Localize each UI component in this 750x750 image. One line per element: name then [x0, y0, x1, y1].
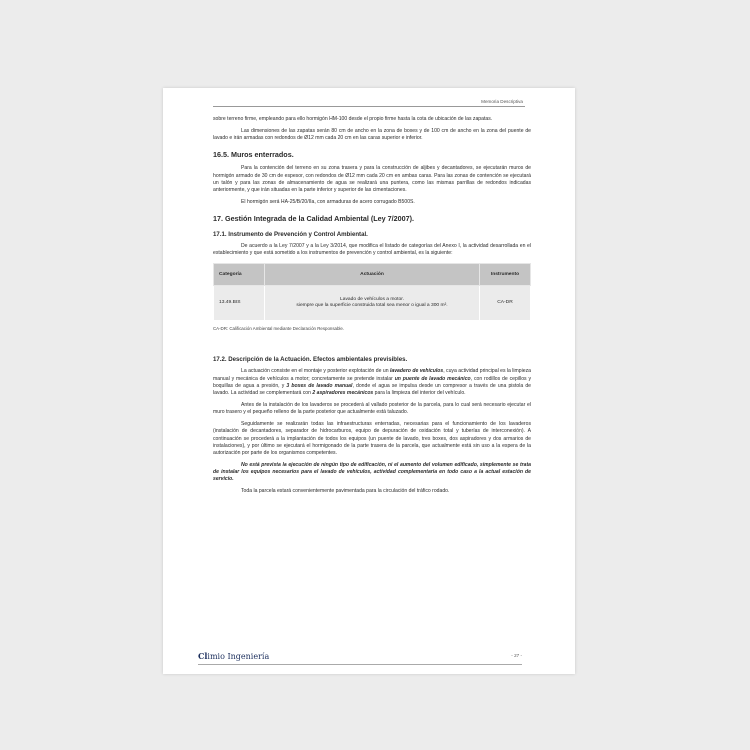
table-note: CA-DR: Calificación Ambiental mediante Declaración Responsable. [213, 326, 345, 332]
section-heading-17-1: 17.1. Instrumento de Prevención y Control Ambiental. [213, 231, 368, 239]
header-rule [213, 106, 525, 107]
section-heading-17: 17. Gestión Integrada de la Calidad Ambiental (Ley 7/2007). [213, 214, 415, 224]
text-run: , con rodillos de cepillos y boquillas de agua a presión, y [213, 375, 531, 389]
paragraph: De acuerdo a la Ley 7/2007 y a la Ley 3/2014, que modifica el listado de categorías del Anexo I, la actividad desarrollada en el establecimiento y que está sometido a los instrumentos de prevención y control ambiental, es la siguiente: [213, 243, 531, 257]
text-run: para la limpieza del interior del vehículo. [373, 389, 466, 396]
logo-part: Cl [198, 651, 208, 661]
actuacion-line-2: siempre que la superficie construida total sea menor o igual a 300 m². [296, 303, 448, 309]
paragraph: Toda la parcela estará convenientemente pavimentada para la circulación del tráfico rodado. [241, 488, 450, 495]
actuacion-line-1: Lavado de vehículos a motor. [340, 296, 404, 302]
section-heading-16-5: 16.5. Muros enterrados. [213, 150, 294, 160]
paragraph: Para la contención del terreno en su zona trasera y para la construcción de aljibes y decantadores, se ejecutarán muros de hormigón armado de 30 cm de espesor, con redondos de Ø12 mm cada 20 cm en ambas caras. Para las zonas de contención se ejecutará un talón y para las zonas de almacenamiento de agua se realizará una puntera, como las mismas parrillas de redondos indicadas anteriormente, y que irán situadas en la parte inferior y superior de las cimentaciones. [213, 165, 531, 193]
page-number: - 27 - [511, 653, 522, 658]
paragraph: Antes de la instalación de los lavaderos se procederá al vallado posterior de la parcela, para lo cual será necesario ejecutar el muro trasero y el pequeño relleno de la parte posterior que actualmente está taluzado. [213, 401, 531, 416]
table-header-actuacion: Actuación [265, 264, 480, 286]
running-header: Memoria Descriptiva [481, 99, 523, 104]
paragraph: El hormigón será HA-25/B/20/IIa, con armaduras de acero corrugado B500S. [241, 199, 415, 206]
text-run: , cuya actividad principal es la limpieza manual y mecánica de vehículos a motor; concretamente se pretende instalar [213, 368, 531, 382]
emphasis: lavadero de vehículos [389, 368, 444, 375]
table-cell-actuacion [265, 286, 480, 321]
section-heading-17-2: 17.2. Descripción de la Actuación. Efectos ambientales previsibles. [213, 356, 408, 364]
emphasis: 3 boxes de lavado manual [286, 382, 353, 389]
logo-part: imio Ingeniería [207, 652, 270, 661]
text-run: La actuación consiste en el montaje y posterior explotación de un [241, 368, 390, 375]
page-footer [198, 651, 522, 663]
table-cell-instrumento: CA-DR [480, 286, 531, 321]
paragraph [213, 368, 531, 396]
table-header-categoria: Categoría [214, 264, 265, 286]
company-logo [198, 651, 269, 661]
table-row [214, 286, 531, 321]
footer-rule [198, 664, 522, 665]
paragraph: No está prevista la ejecución de ningún tipo de edificación, ni el aumento del volumen edificado, simplemente se trata de instalar los equipos necesarios para el lavado de vehículos, actividad complementaria en todo caso a la actual estación de servicio. [213, 462, 531, 483]
table-header-instrumento: Instrumento [480, 264, 531, 286]
paragraph: Las dimensiones de las zapatas serán 80 cm de ancho en la zona de boxes y de 100 cm de ancho en la zona del puente de lavado e irán armadas con redondos de Ø12 mm cada 20 cm en las caras superior e inferior. [213, 128, 531, 142]
emphasis: 2 aspiradores mecánicos [312, 389, 374, 396]
emphasis: un puente de lavado mecánico [394, 375, 471, 382]
document-page [163, 88, 575, 674]
text-run: , donde el agua se impulsa desde un compresor a través de una pistola de lavado. La actividad se complementará con [213, 382, 531, 396]
activity-table [213, 263, 531, 321]
page-content [213, 116, 531, 501]
paragraph: sobre terreno firme, empleando para ello hormigón HM-100 desde el propio firme hasta la cota de ubicación de las zapatas. [213, 116, 493, 122]
paragraph: Seguidamente se realizarán todas las infraestructuras enterradas, necesarias para el funcionamiento de los lavaderos (instalación de decantadores, separador de hidrocarburos, equipo de depuración de oxidación total y tuberías de interconexión). A continuación se procederá a la implantación de todos los equipos (un puente de lavado, tres boxes, dos aspiradores y dos armarios de instalaciones), y por último se ejecutará el hormigonado de la parte trasera de la parcela, que actualmente está sin uso a la espera de la autorización por parte de los organismos competentes. [213, 421, 531, 456]
table-cell-categoria: 13.49.BIS [214, 286, 265, 321]
